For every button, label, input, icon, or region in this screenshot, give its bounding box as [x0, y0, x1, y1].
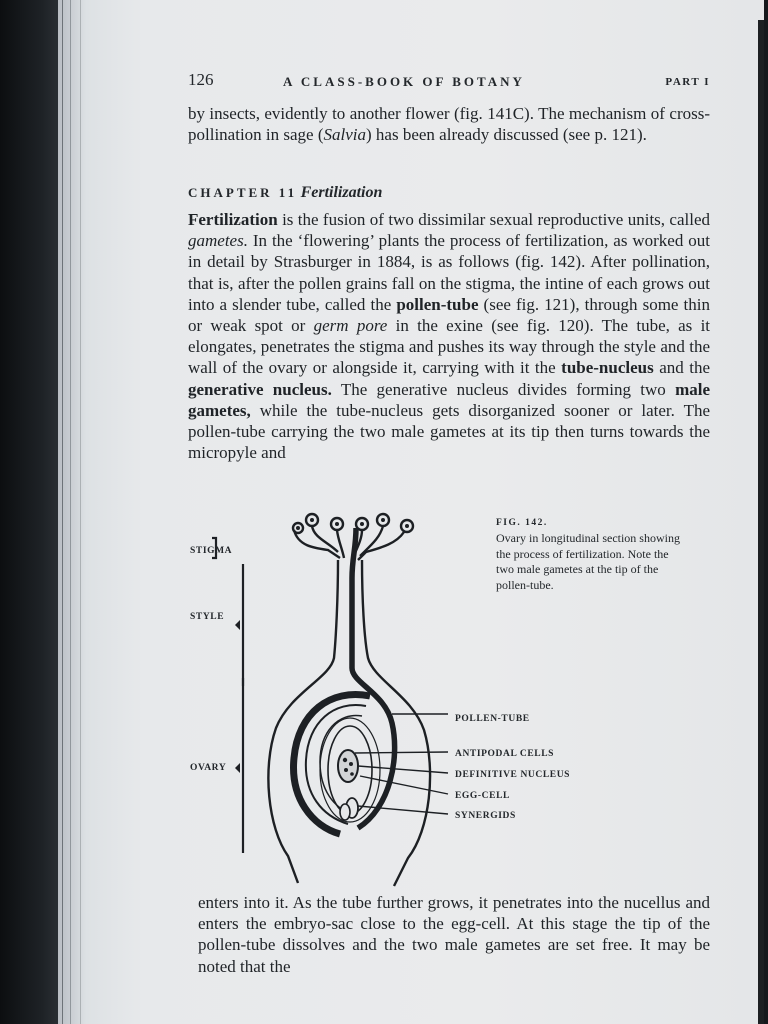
term-male-gametes: male gametes,	[188, 379, 710, 420]
figure-caption-text: Ovary in longitudinal section showing the process of fertilization. Note the two male gametes at the tip of the pollen-tube.	[496, 531, 680, 592]
ovule	[294, 695, 380, 834]
part-label: PART I	[665, 76, 710, 88]
term-generative-nucleus: generative nucleus.	[188, 379, 332, 399]
book-title: A CLASS-BOOK OF BOTANY	[283, 74, 525, 89]
style-walls	[268, 560, 430, 886]
paragraph-3: enters into it. As the tube further grows, it penetrates into the nucellus and enters the embryo-sac close to the egg-cell. At this stage the tip of the pollen-tube dissolves and the two male gametes are set free. It may be noted that the	[198, 893, 710, 976]
pollen-tube-path	[352, 528, 395, 828]
paragraph-2: Fertilization is the fusion of two dissimilar sexual reproductive units, called gametes. In the ‘flowering’ plants the process of fertilization, as worked out in detail by Strasburger in 1884, is as follows (fig. 142). After pollination, that is, after the pollen grains fall on the stigma, the intine of each grows out into a slender tube, called the pollen-tube (see fig. 121), through some thin or weak spot or germ pore in the exine (see fig. 120). The tube, as it elongates, penetrates the stigma and pushes its way through the style and the wall of the ovary or alongside it, carrying with it the tube-nucleus and the generative nucleus. The generative nucleus divides forming two male gametes, while the tube-nucleus gets disorganized sooner or later. The pollen-tube carrying the two male gametes at its tip then turns towards the micropyle and	[188, 210, 711, 463]
salvia-term: Salvia	[323, 125, 367, 145]
label-style: STYLE	[190, 612, 225, 622]
label-ovary: OVARY	[190, 763, 227, 773]
stigma-lobes	[293, 514, 413, 533]
term-fertilization: Fertilization	[188, 210, 278, 229]
chapter-label: CHAPTER 11	[188, 185, 298, 200]
book-spine	[0, 0, 60, 1024]
chapter-title: Fertilization	[300, 184, 383, 201]
label-antipodal-cells: ANTIPODAL CELLS	[455, 749, 555, 759]
page-number: 126	[188, 70, 214, 89]
figure-caption	[496, 516, 686, 593]
label-egg-cell: EGG-CELL	[455, 791, 510, 801]
label-pollen-tube: POLLEN-TUBE	[455, 714, 530, 724]
style-bracket-point	[235, 620, 240, 630]
ovary-bracket-point	[235, 763, 240, 773]
label-stigma: STIGMA	[190, 546, 233, 556]
term-germ-pore: germ pore	[313, 316, 388, 336]
embryo-sac-cells	[338, 750, 358, 820]
running-header	[188, 70, 710, 96]
chapter-heading	[188, 184, 382, 202]
paragraph-1: by insects, evidently to another flower (fig. 141C). The mechanism of cross-pollination in sage (Salvia) has been already discussed (see p. 121).	[188, 104, 710, 145]
page-edge-line	[62, 0, 63, 1024]
page-edge-line	[70, 0, 71, 1024]
label-synergids: SYNERGIDS	[455, 811, 516, 821]
label-definitive-nucleus: DEFINITIVE NUCLEUS	[455, 770, 571, 780]
term-tube-nucleus: tube-nucleus	[561, 358, 654, 378]
page-edge-line	[80, 0, 81, 1024]
page-right-edge	[758, 20, 764, 1024]
term-pollen-tube: pollen-tube	[396, 294, 479, 314]
stigma-arms	[294, 526, 404, 560]
figure-number: FIG. 142.	[496, 518, 548, 528]
term-gametes: gametes.	[188, 231, 248, 251]
